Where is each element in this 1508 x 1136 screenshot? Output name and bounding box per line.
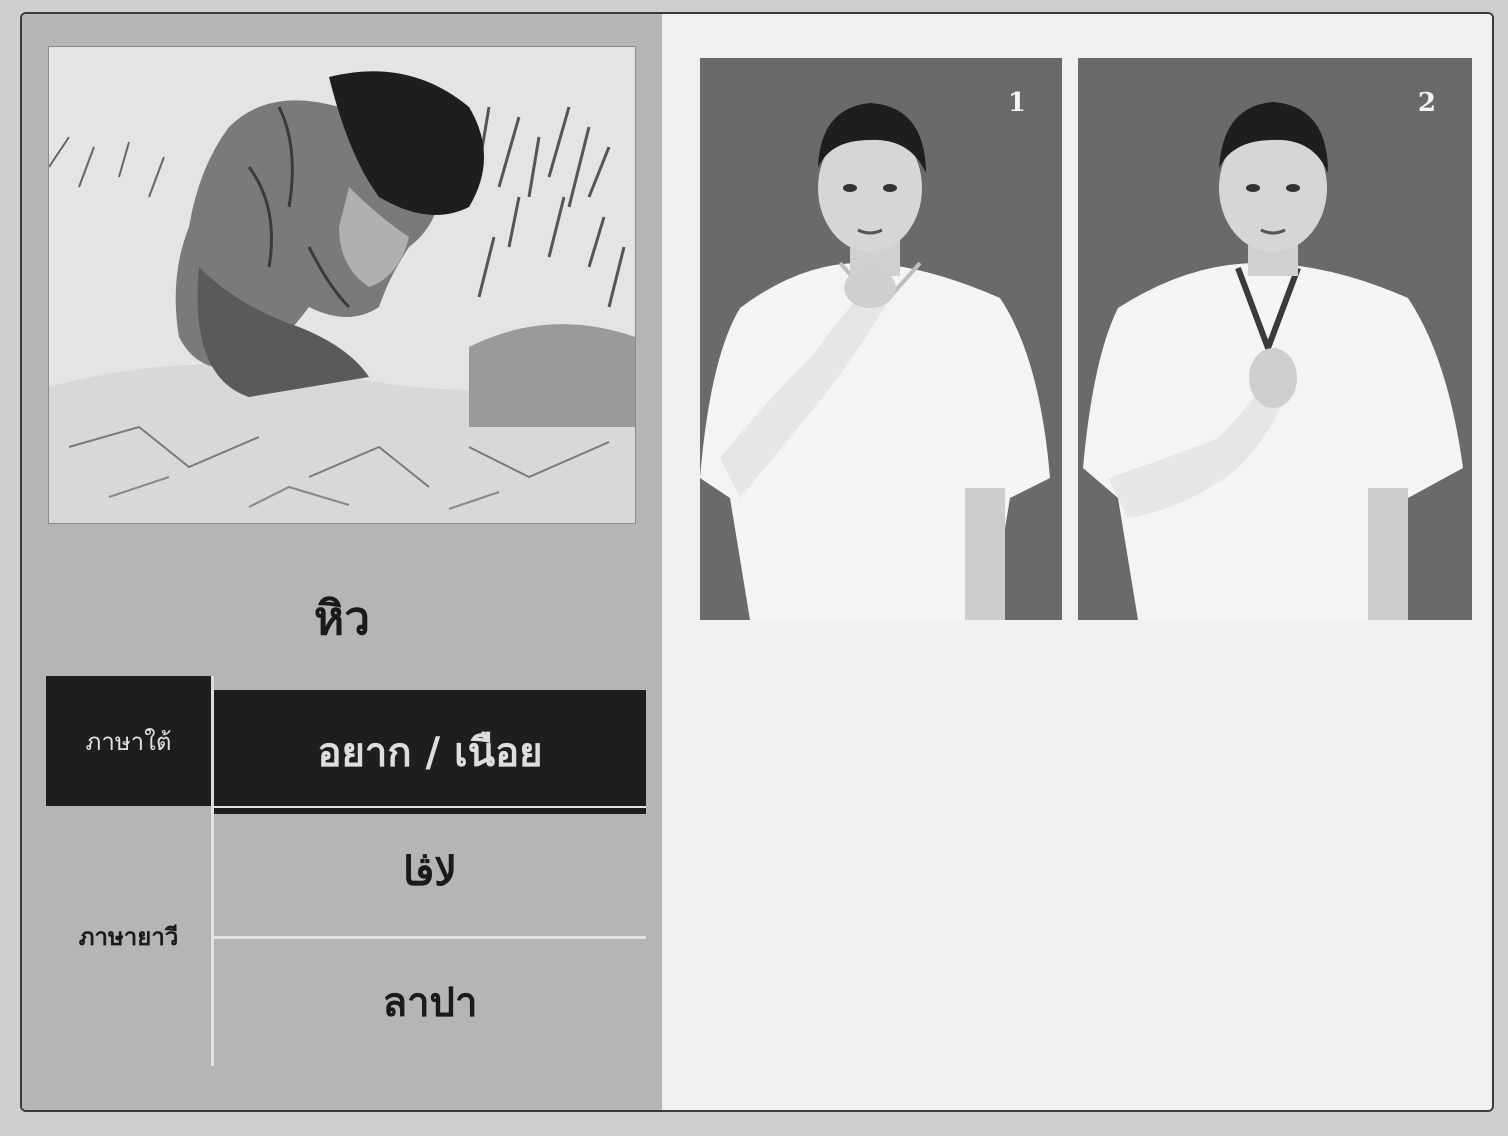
- photo-number-1: 1: [1007, 88, 1026, 118]
- signer-step-2-icon: [1078, 58, 1472, 620]
- right-panel: [662, 14, 1492, 1110]
- yawi-label: ภาษายาวี: [46, 806, 214, 1066]
- yawi-values: [214, 806, 646, 1066]
- vocabulary-card: [20, 12, 1494, 1112]
- south-dialect-row: [46, 676, 646, 806]
- yawi-thai-transliteration: ลาปา: [382, 979, 478, 1027]
- headword: หิว: [313, 591, 371, 645]
- south-dialect-value: อยาก / เนือย: [214, 690, 646, 814]
- yawi-row: [46, 806, 646, 1066]
- signer-step-1-icon: [700, 58, 1062, 620]
- yawi-jawi-script: لاڤا: [214, 806, 646, 939]
- left-panel: [22, 14, 662, 1110]
- photo-number-2: 2: [1417, 88, 1436, 118]
- hungry-child-icon: [49, 47, 635, 523]
- sign-photo-step-1: [700, 58, 1062, 620]
- sign-photo-step-2: [1078, 58, 1472, 620]
- south-dialect-label: ภาษาใต้: [46, 676, 214, 806]
- translation-table: [46, 676, 646, 1066]
- hungry-child-illustration: [48, 46, 636, 524]
